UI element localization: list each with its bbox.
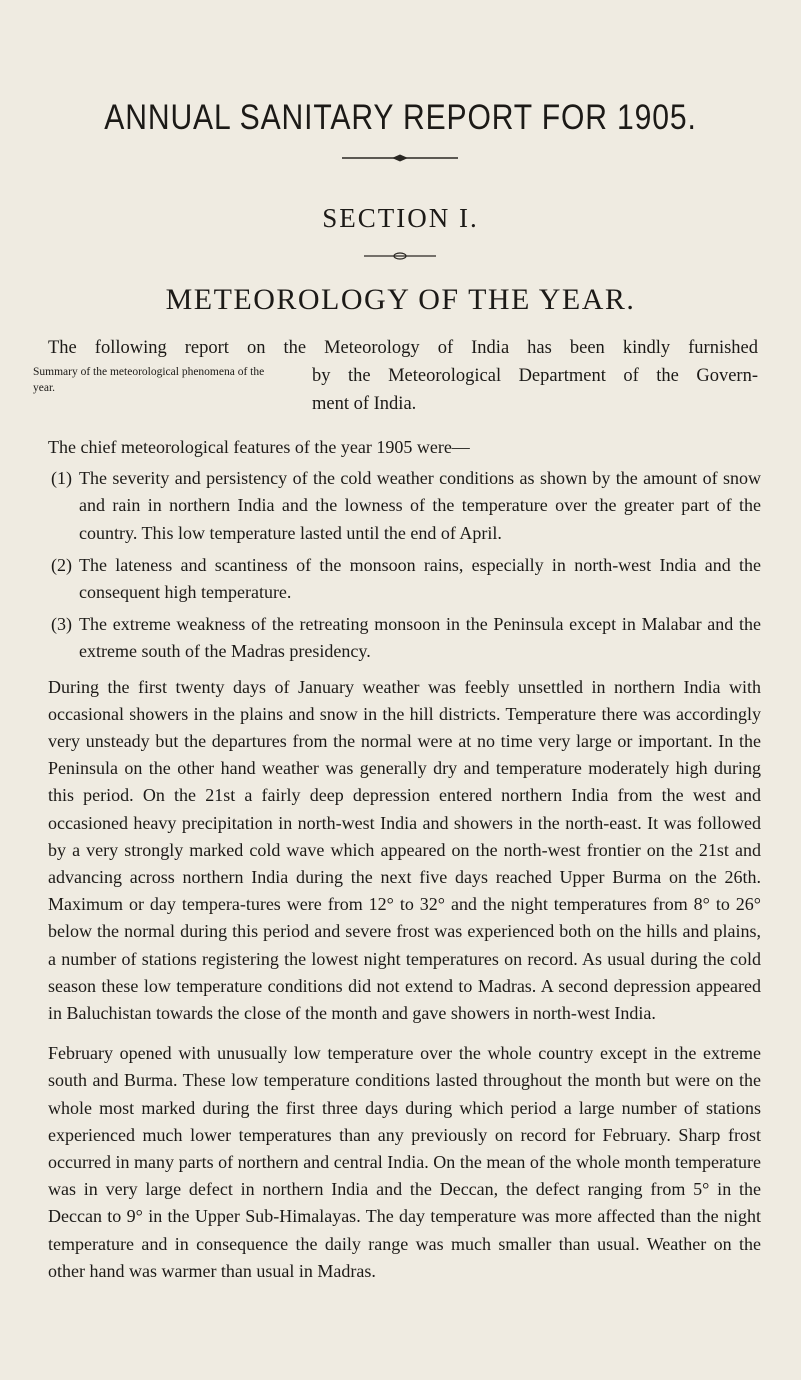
february-paragraph: February opened with unusually low temperature over the whole country except in the extreme south and Burma. These low temperature conditions lasted throughout the month but were on the whole most marked during the first three days during which period a large number of stations experienced much lower temperatures than any previously on record for February. Sharp frost occurred in many parts of northern and central India. On the mean of the whole month temperature was in very large defect in northern India and the Deccan, the defect ranging from 5° in the Deccan to 9° in the Upper Sub-Himalayas. The day temperature was more affected than the night temperature and in consequence the daily range was much smaller than usual. Weather on the other hand was warmer than usual in Madras. [48,1043,761,1281]
intro-continuation [312,362,758,418]
list-text: The severity and persistency of the cold weather conditions as shown by the amount of snow and rain in northern India and the lowness of the temperature over the greater part of the country. This low temperature lasted until the end of April. [79,468,761,543]
features-lead: The chief meteorological features of the year 1905 were— [48,437,470,457]
report-title: ANNUAL SANITARY REPORT FOR 1905. [104,98,697,137]
intro-line-3: ment of India. [312,394,417,414]
intro-line-2: by the Meteorological Department of the Govern- [312,366,758,386]
january-paragraph: During the first twenty days of January weather was feebly unsettled in northern India with occasional showers in the plains and snow in the hill districts. Temperature there was accordingly very unsteady but the departures from the normal were at no time very large or important. In the Peninsula on the other hand weather was generally dry and temperature moderately high during this period. On the 21st a fairly deep depression entered northern India from the west and occasioned heavy precipitation in north-west India and showers in the north-east. It was followed by a very strongly marked cold wave which appeared on the north-west frontier on the 21st and advancing across northern India during the next five days reached Upper Burma on the 26th. Maximum or day tempera-tures were from 12° to 32° and the night temperatures from 8° to 26° below the normal during this period and severe frost was experienced both on the hills and plains, a number of stations registering the lowest night temperatures on record. As usual during the cold season these low temperature conditions did not extend to Madras. A second depression appeared in Baluchistan towards the close of the month and gave showers in north-west India. [48,676,761,1024]
title-divider [0,154,801,162]
features-list [48,465,761,665]
report-body [48,434,761,1285]
list-item [48,552,761,606]
list-number: (3) [51,614,72,635]
list-item [48,465,761,547]
list-number: (1) [51,468,72,489]
list-item [48,611,761,665]
list-text: The lateness and scantiness of the monsoon rains, especially in north-west India and the consequent high temperature. [79,554,761,603]
section-label: SECTION I. [322,203,479,233]
margin-note: Summary of the meteorological phenomena of the year. [33,366,265,394]
section-divider [0,252,801,260]
intro-line-1: The following report on the Meteorology of India has been kindly furnished [48,338,758,358]
section-heading: METEOROLOGY OF THE YEAR. [165,283,636,316]
list-text: The extreme weakness of the retreating monsoon in the Peninsula except in Malabar and the extreme south of the Madras presidency. [79,614,761,662]
list-number: (2) [51,554,72,575]
